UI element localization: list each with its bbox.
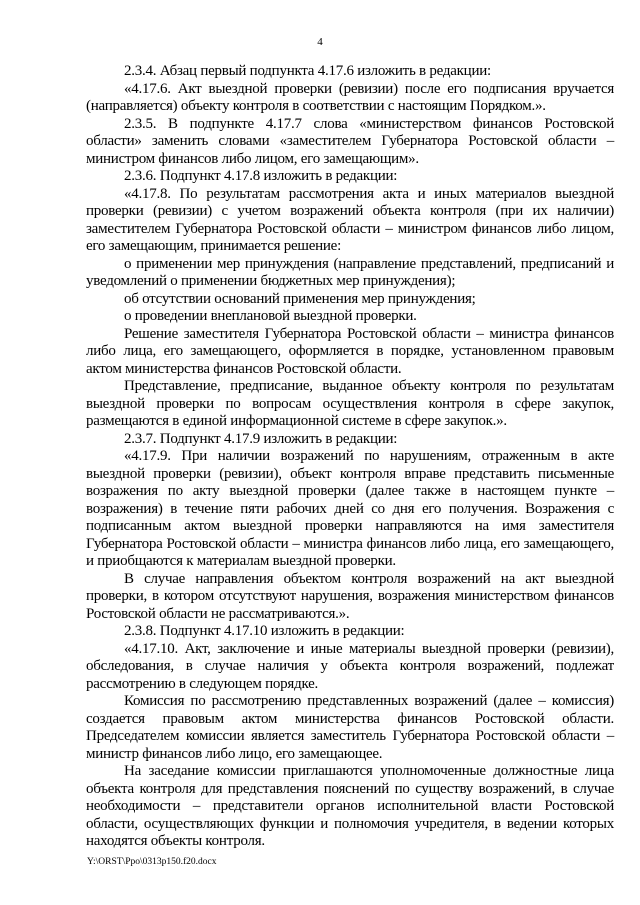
paragraph-2-3-6: 2.3.6. Подпункт 4.17.8 изложить в редакции: (124, 168, 398, 184)
paragraph-decision-format: Решение заместителя Губернатора Ростовской области – министра финансов либо лица, его замещающего, оформляется в порядке, установленном правовым актом министерства финансов Ростовской области. (86, 325, 614, 377)
footer-file-path: Y:\ORST\Ppo\0313p150.f20.docx (87, 857, 217, 867)
paragraph-4-17-6: «4.17.6. Акт выездной проверки (ревизии) после его подписания вручается (направляется) объекту контроля в соответствии с настоящим Порядком.». (86, 80, 614, 114)
paragraph-4-17-9: «4.17.9. При наличии возражений по нарушениям, отраженным в акте выездной проверки (ревизии), объект контроля вправе представить письменные возражения по акту выездной проверки (далее также в настоящем пункте – возражения) в течение пяти рабочих дней со дня его получения. Возражения с подписанным актом выездной проверки направляются на имя заместителя Губернатора Ростовской области – министра финансов либо лица, его замещающего, и приобщаются к материалам выездной проверки. (86, 448, 614, 569)
paragraph-2-3-4: 2.3.4. Абзац первый подпункта 4.17.6 изложить в редакции: (124, 63, 491, 79)
paragraph-2-3-8: 2.3.8. Подпункт 4.17.10 изложить в редакции: (124, 623, 405, 639)
page-number: 4 (317, 36, 323, 48)
paragraph-commission: Комиссия по рассмотрению представленных возражений (далее – комиссия) создается правовым актом министерства финансов Ростовской области. Председателем комиссии является заместитель Губернатора Ростовской области – министр финансов либо лицо, его замещающее. (86, 693, 614, 762)
document-body (86, 63, 614, 851)
paragraph-representation: Представление, предписание, выданное объекту контроля по результатам выездной проверки по вопросам осуществления контроля в сфере закупок, размещаются в единой информационной системе в сфере закупок.». (86, 378, 614, 429)
paragraph-2-3-7: 2.3.7. Подпункт 4.17.9 изложить в редакции: (124, 430, 398, 447)
paragraph-4-17-10: «4.17.10. Акт, заключение и иные материалы выездной проверки (ревизии), обследования, в случае наличия у объекта контроля возражений, подлежат рассмотрению в следующем порядке. (86, 640, 614, 692)
paragraph-2-3-5: 2.3.5. В подпункте 4.17.7 слова «министерством финансов Ростовской области» заменить словами «заместителем Губернатора Ростовской области – министром финансов либо лицом, его замещающим». (86, 115, 614, 167)
paragraph-4-17-8: «4.17.8. По результатам рассмотрения акта и иных материалов выездной проверки (ревизии) с учетом возражений объекта контроля (при их наличии) заместителем Губернатора Ростовской области – министром финансов либо лицом, его замещающим, принимается решение: (86, 185, 614, 254)
paragraph-meeting: На заседание комиссии приглашаются уполномоченные должностные лица объекта контроля для представления пояснений по существу возражений, в случае необходимости – представители органов исполнительной власти Ростовской области, осуществляющих функции и полномочия учредителя, в ведении которых находятся объекты контроля. (86, 763, 614, 849)
paragraph-decision-option-2: об отсутствии оснований применения мер принуждения; (124, 290, 476, 307)
paragraph-decision-option-3: о проведении внеплановой выездной проверки. (124, 308, 417, 324)
paragraph-objections-no-violations: В случае направления объектом контроля возражений на акт выездной проверки, в котором отсутствуют нарушения, возражения министерством финансов Ростовской области не рассматриваются.». (86, 570, 614, 622)
paragraph-decision-option-1: о применении мер принуждения (направление представлений, предписаний и уведомлений о применении бюджетных мер принуждения); (86, 255, 614, 289)
